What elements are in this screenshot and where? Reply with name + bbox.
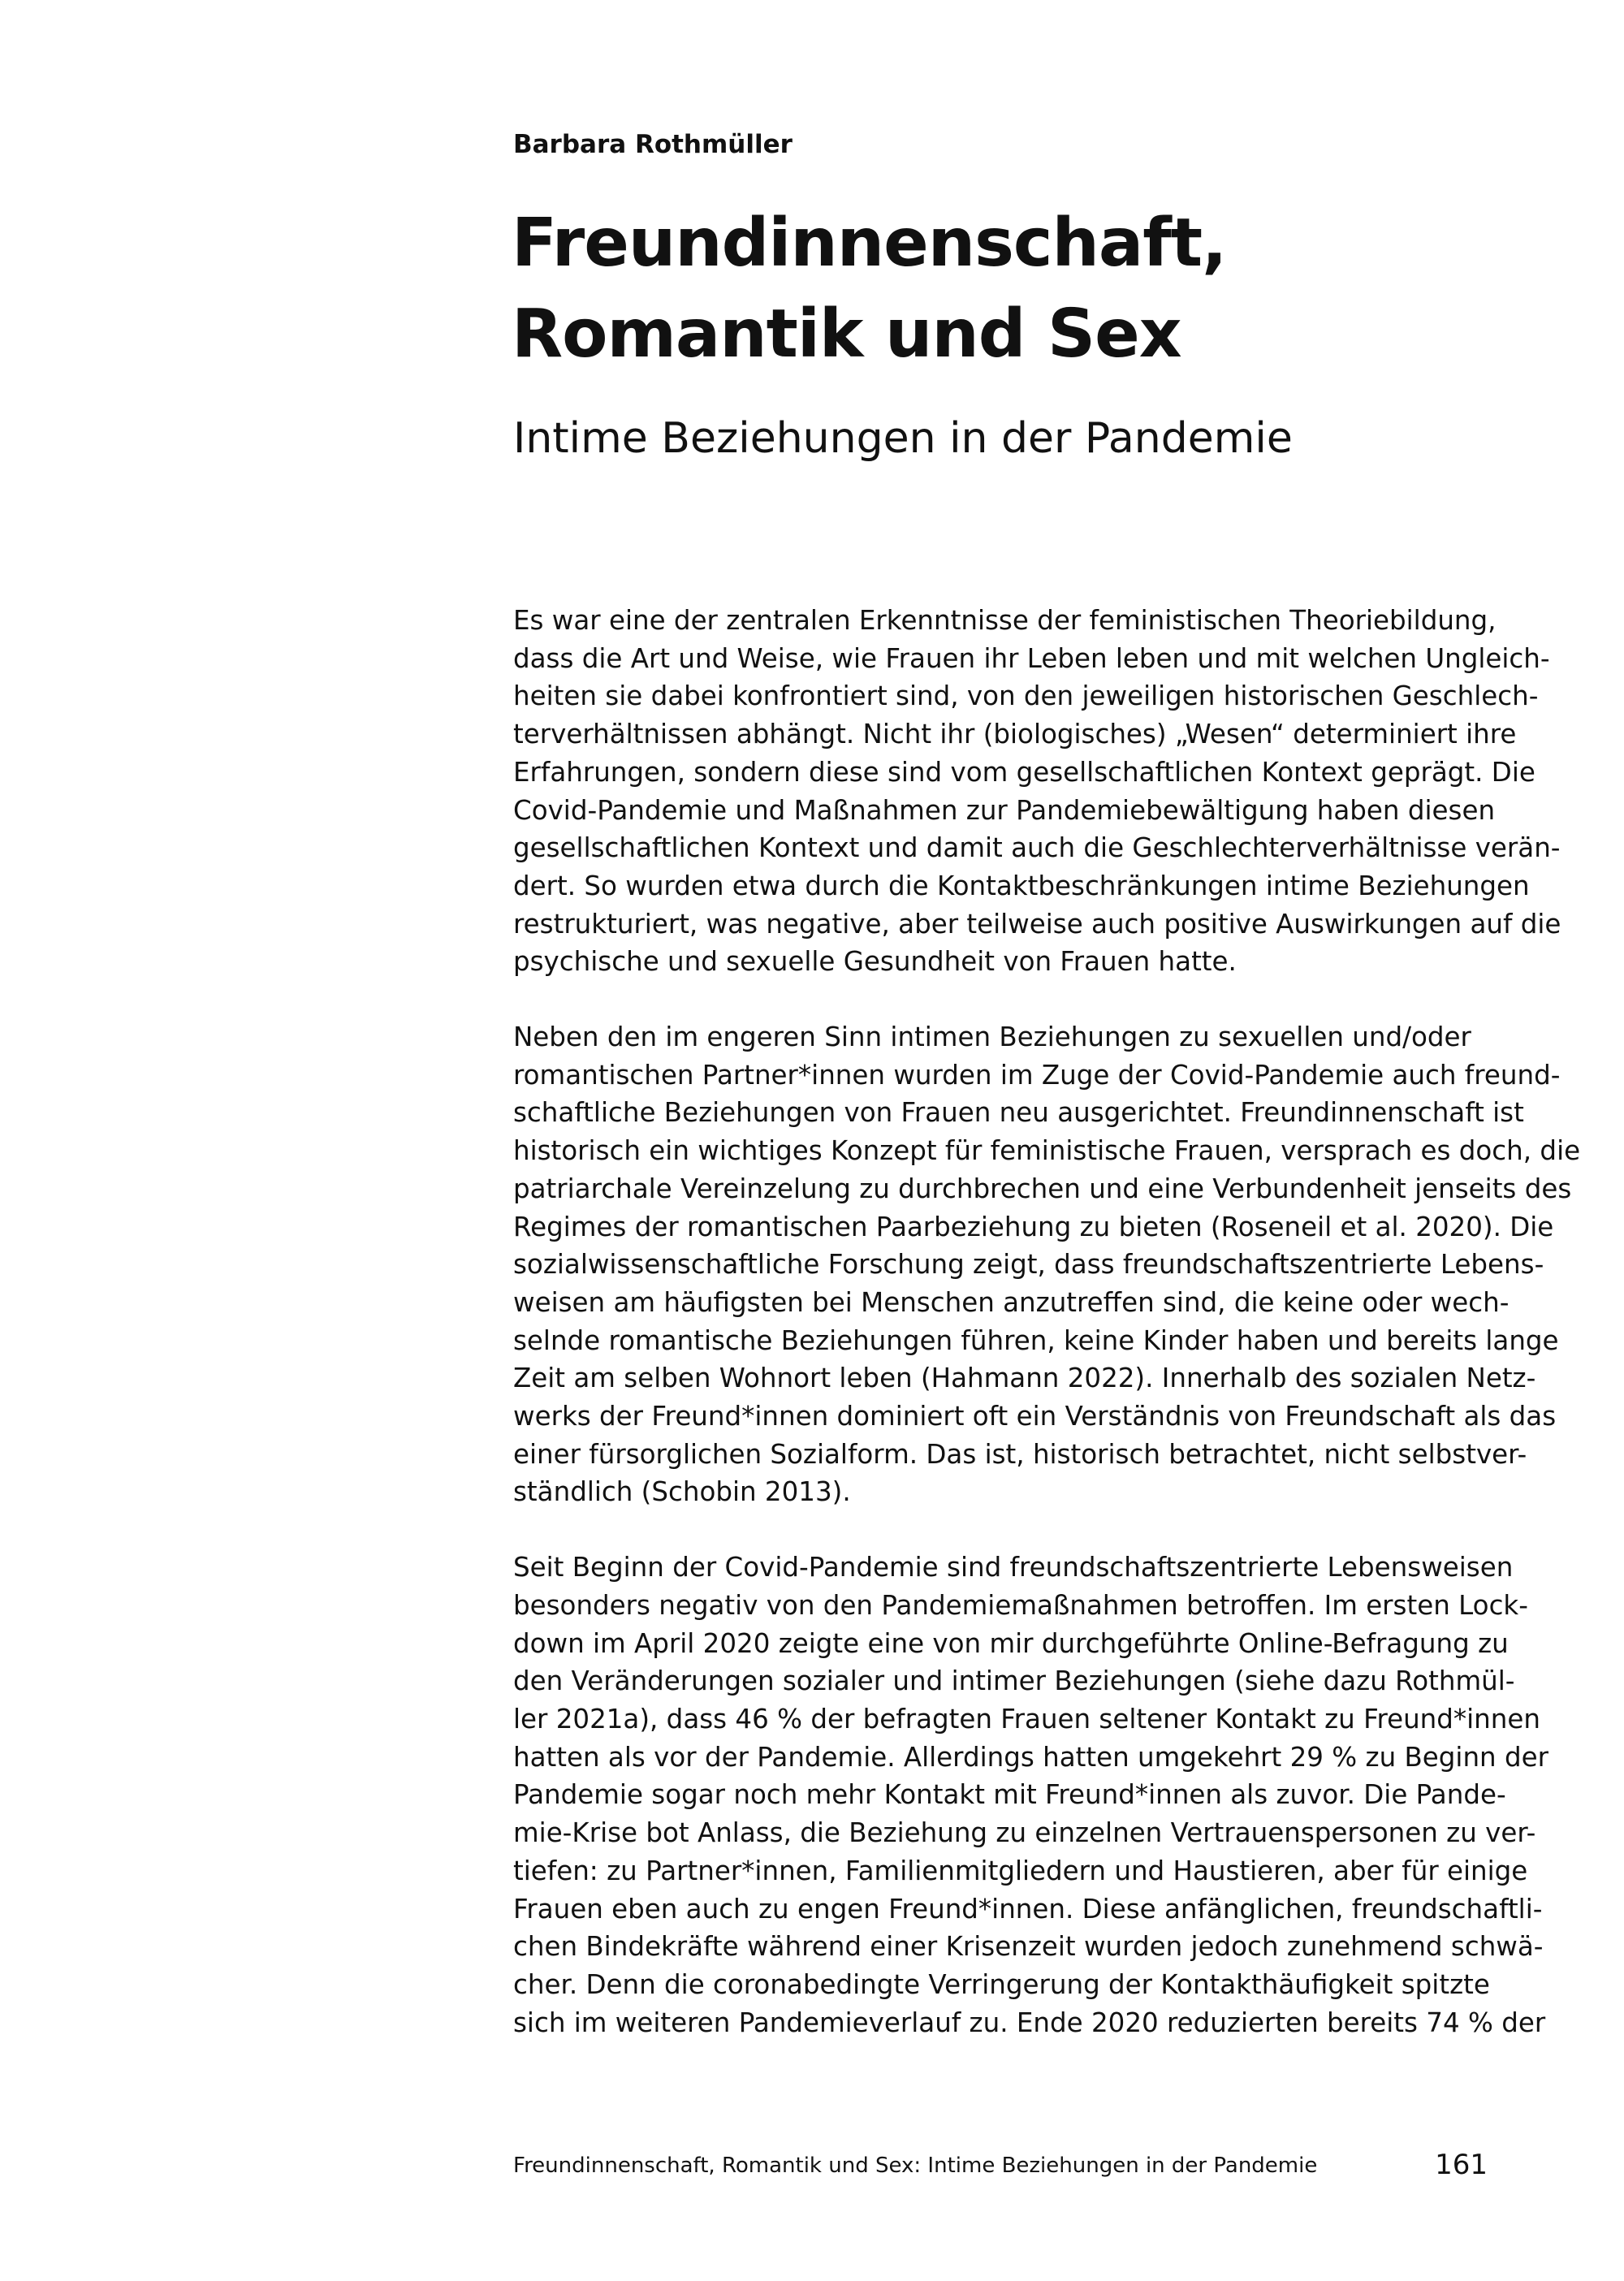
text-line: dass die Art und Weise, wie Frauen ihr Leben leben und mit welchen Ungleich- — [513, 642, 1550, 674]
text-line: Frauen eben auch zu engen Freund*innen. Diese anfänglichen, freundschaftli- — [513, 1893, 1543, 1925]
text-line: ständlich (Schobin 2013). — [513, 1476, 851, 1508]
text-line: psychische und sexuelle Gesundheit von Frauen hatte. — [513, 946, 1237, 978]
text-line: patriarchale Vereinzelung zu durchbrechen und eine Verbundenheit jenseits des — [513, 1173, 1572, 1204]
text-line: dert. So wurden etwa durch die Kontaktbeschränkungen intime Beziehungen — [513, 870, 1530, 901]
text-line: down im April 2020 zeigte eine von mir durchgeführte Online-Befragung zu — [513, 1627, 1509, 1659]
text-line: einer fürsorglichen Sozialform. Das ist, historisch betrachtet, nicht selbstver- — [513, 1438, 1527, 1470]
text-line: weisen am häufigsten bei Menschen anzutreffen sind, die keine oder wech- — [513, 1286, 1510, 1318]
title-line: Freundinnenschaft, — [512, 205, 1227, 282]
text-line: chen Bindekräfte während einer Krisenzeit wurden jedoch zunehmend schwä- — [513, 1931, 1544, 1963]
chapter-title — [512, 198, 1583, 380]
page-number: 161 — [1435, 2149, 1488, 2181]
text-line: den Veränderungen sozialer und intimer Beziehungen (siehe dazu Rothmül- — [513, 1665, 1515, 1697]
text-line: Covid-Pandemie und Maßnahmen zur Pandemiebewältigung haben diesen — [513, 794, 1496, 826]
text-line: tiefen: zu Partner*innen, Familienmitgliedern und Haustieren, aber für einige — [513, 1855, 1528, 1886]
text-line: sich im weiteren Pandemieverlauf zu. Ende 2020 reduzierten bereits 74 % der — [513, 2007, 1546, 2038]
text-line: mie-Krise bot Anlass, die Beziehung zu einzelnen Vertrauenspersonen zu ver- — [513, 1817, 1536, 1849]
chapter-subtitle: Intime Beziehungen in der Pandemie — [513, 414, 1293, 463]
text-line: gesellschaftlichen Kontext und damit auch die Geschlechterverhältnisse verän- — [513, 832, 1561, 864]
text-line: cher. Denn die coronabedingte Verringerung der Kontakthäufigkeit spitzte — [513, 1968, 1490, 2000]
text-line: Neben den im engeren Sinn intimen Beziehungen zu sexuellen und/oder — [513, 1022, 1471, 1053]
text-line: ler 2021a), dass 46 % der befragten Frauen seltener Kontakt zu Freund*innen — [513, 1703, 1540, 1735]
text-line: Zeit am selben Wohnort leben (Hahmann 2022). Innerhalb des sozialen Netz- — [513, 1363, 1536, 1394]
text-line: werks der Freund*innen dominiert oft ein Verständnis von Freundschaft als das — [513, 1401, 1557, 1432]
text-line: Regimes der romantischen Paarbeziehung zu bieten (Roseneil et al. 2020). Die — [513, 1211, 1554, 1242]
paragraph — [513, 602, 1561, 981]
text-line: selnde romantische Beziehungen führen, keine Kinder haben und bereits lange — [513, 1324, 1559, 1356]
text-line: besonders negativ von den Pandemiemaßnahmen betroffen. Im ersten Lock- — [513, 1589, 1528, 1621]
author-name: Barbara Rothmüller — [513, 130, 793, 159]
text-line: terverhältnissen abhängt. Nicht ihr (biologisches) „Wesen“ determiniert ihre — [513, 719, 1517, 750]
text-line: Pandemie sogar noch mehr Kontakt mit Freund*innen als zuvor. Die Pande- — [513, 1779, 1506, 1811]
running-title: Freundinnenschaft, Romantik und Sex: Intime Beziehungen in der Pandemie — [513, 2154, 1318, 2178]
text-line: sozialwissenschaftliche Forschung zeigt, dass freundschaftszentrierte Lebens- — [513, 1249, 1544, 1281]
text-line: Seit Beginn der Covid-Pandemie sind freundschaftszentrierte Lebensweisen — [513, 1552, 1514, 1583]
paragraph — [513, 1549, 1548, 2041]
text-line: heiten sie dabei konfrontiert sind, von den jeweiligen historischen Geschlech- — [513, 680, 1539, 712]
text-line: historisch ein wichtiges Konzept für feministische Frauen, versprach es doch, die — [513, 1135, 1581, 1167]
text-line: Es war eine der zentralen Erkenntnisse der feministischen Theoriebildung, — [513, 605, 1497, 636]
body-text — [513, 602, 1581, 2079]
text-line: Erfahrungen, sondern diese sind vom gesellschaftlichen Kontext geprägt. Die — [513, 756, 1535, 788]
title-line: Romantik und Sex — [512, 296, 1181, 373]
text-line: schaftliche Beziehungen von Frauen neu ausgerichtet. Freundinnenschaft ist — [513, 1097, 1524, 1129]
text-line: romantischen Partner*innen wurden im Zuge der Covid-Pandemie auch freund- — [513, 1059, 1561, 1091]
text-line: restrukturiert, was negative, aber teilweise auch positive Auswirkungen auf die — [513, 908, 1561, 940]
text-line: hatten als vor der Pandemie. Allerdings hatten umgekehrt 29 % zu Beginn der — [513, 1741, 1548, 1773]
page-footer — [513, 2147, 1488, 2183]
paragraph — [513, 1018, 1581, 1511]
